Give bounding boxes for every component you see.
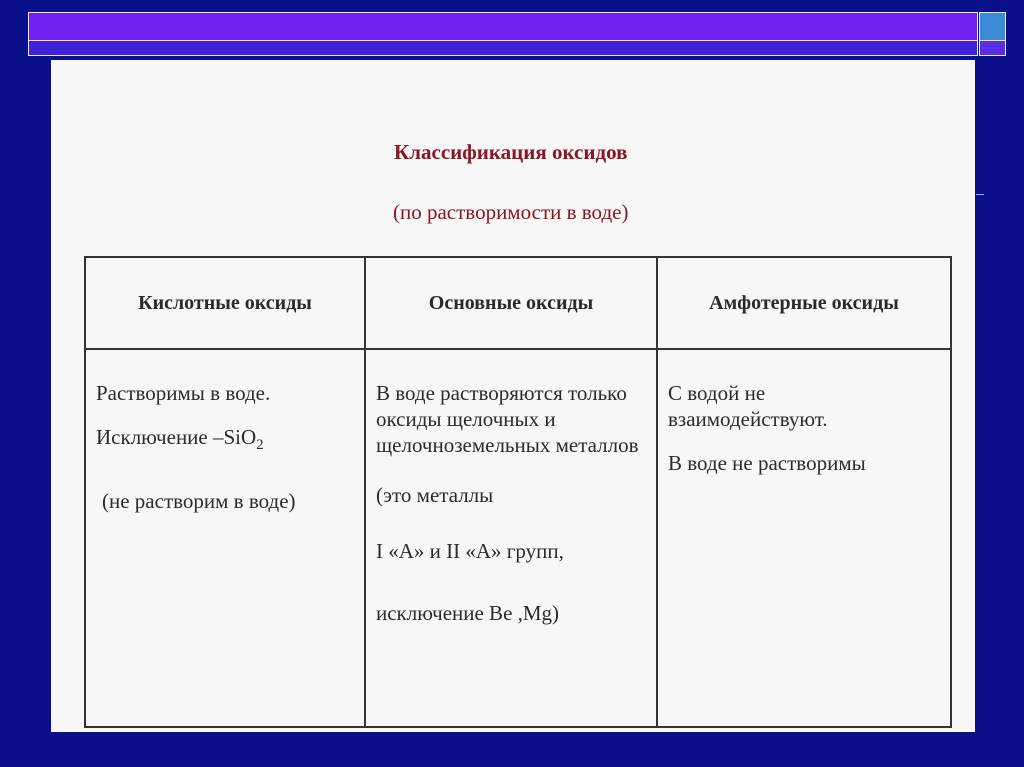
header-acidic: Кислотные оксиды: [85, 257, 365, 349]
corner-lower: [980, 41, 1005, 55]
slide-content: [51, 60, 975, 732]
header-amphoteric: Амфотерные оксиды: [657, 257, 951, 349]
cell-amphoteric: [657, 349, 951, 727]
amphoteric-line2: В воде не растворимы: [668, 451, 866, 475]
cell-acidic: [85, 349, 365, 727]
slide-subtitle: (по растворимости в воде): [393, 200, 629, 224]
acidic-line3: (не растворим в воде): [102, 489, 296, 514]
corner-decoration: [979, 12, 1006, 56]
basic-line3: I «А» и II «А» групп,: [376, 539, 564, 563]
cell-basic: [365, 349, 657, 727]
oxides-table: [84, 256, 952, 728]
table-header-row: [85, 257, 951, 349]
basic-line1: В воде растворяются только оксиды щелочных и щелочноземельных металлов: [376, 381, 639, 457]
basic-line2: (это металлы: [376, 483, 494, 507]
header-basic: Основные оксиды: [365, 257, 657, 349]
band-lower-strip: [29, 41, 977, 55]
basic-line4: исключение Be ,Mg): [376, 601, 560, 625]
table-row: [85, 349, 951, 727]
acidic-line2: [96, 424, 356, 458]
top-decorative-band: [28, 12, 978, 56]
acidic-subscript: 2: [256, 437, 264, 454]
side-tick-decoration: [976, 194, 984, 195]
acidic-exception: Исключение –SiO: [96, 425, 257, 449]
slide-title: Классификация оксидов: [394, 140, 628, 164]
acidic-line1: Растворимы в воде.: [96, 381, 271, 405]
amphoteric-line1: С водой не взаимодействуют.: [668, 381, 828, 431]
